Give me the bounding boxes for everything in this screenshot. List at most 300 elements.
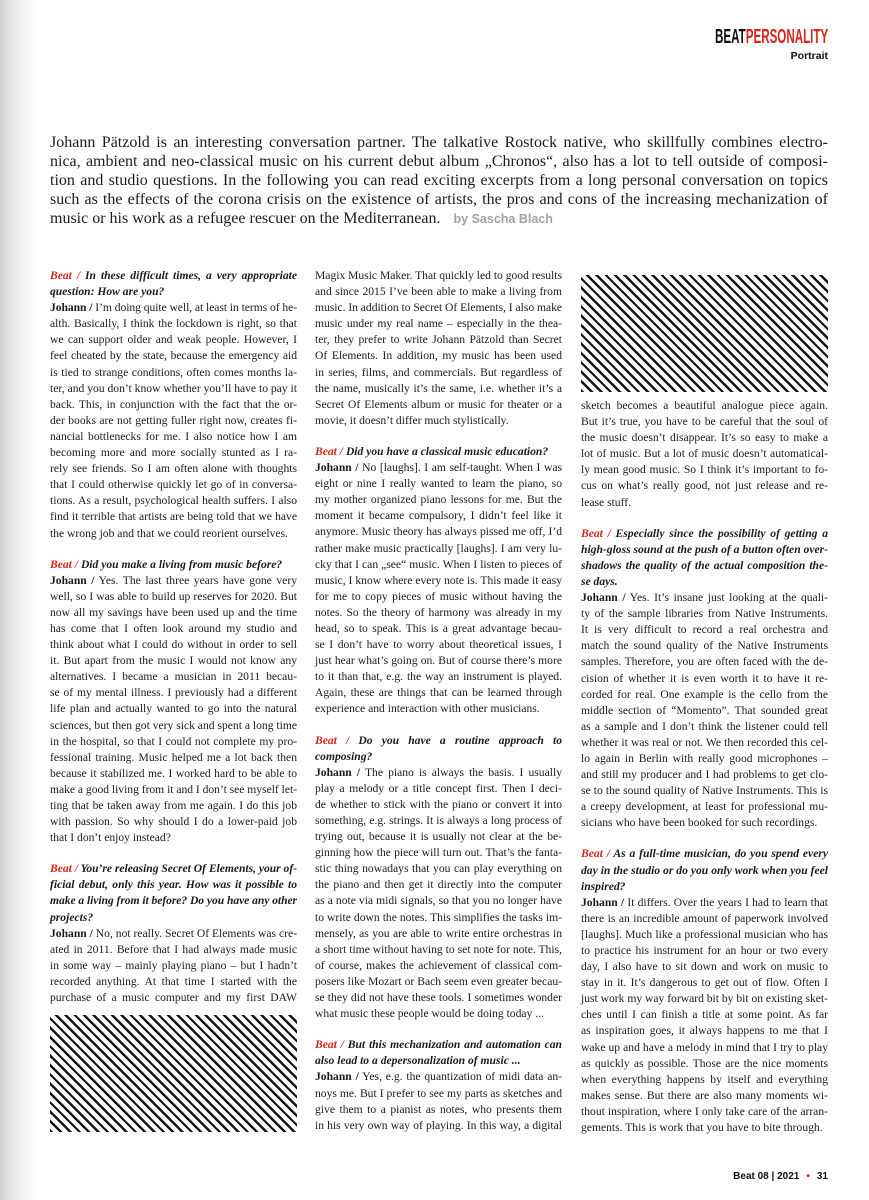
answer-text: wake up and have a melody in mind that I try to play — [581, 1040, 828, 1054]
answer-text: anymore. Music theory has always pissed me off, I’d — [315, 525, 562, 539]
answer-line — [581, 654, 828, 670]
answer-line — [581, 478, 828, 494]
answer-line-content — [50, 429, 297, 445]
answer-line-content — [581, 495, 631, 511]
answer-line — [50, 493, 297, 509]
page-footer — [733, 1170, 828, 1183]
question-text: projects? — [50, 910, 94, 924]
answer-line — [581, 495, 828, 511]
question-paragraph — [315, 444, 562, 460]
answer-line — [581, 622, 828, 638]
answer-text: lease stuff. — [581, 495, 632, 509]
answer-text: corded for real. One example is the cello from the — [581, 687, 828, 701]
question-line — [315, 1037, 562, 1053]
answer-line-content — [581, 1040, 828, 1056]
question-line-content — [315, 1053, 520, 1069]
answer-line — [50, 926, 297, 942]
answer-line-content — [50, 477, 297, 493]
answer-line — [50, 509, 297, 525]
answer-line — [315, 508, 562, 524]
answer-text: No, not really. Secret Of Elements was cre- — [95, 926, 297, 940]
answer-line-content — [50, 526, 288, 542]
question-line-content — [50, 877, 297, 893]
question-line-content — [581, 526, 828, 542]
answer-line-content — [315, 1069, 562, 1085]
answer-line-content — [50, 990, 297, 1006]
answer-line-content — [50, 509, 297, 525]
answer-line-content — [315, 268, 562, 284]
intro-line-content — [50, 171, 828, 190]
answer-text: it. But apart from the music I would not know any — [50, 654, 297, 668]
answer-line-content — [581, 414, 828, 430]
answer-line-content — [50, 718, 297, 734]
answer-line — [315, 637, 562, 653]
answer-line-content — [50, 461, 297, 477]
answer-line — [315, 316, 562, 332]
answer-text: ter, and you don’t know whether you’ll have to pay it — [50, 381, 297, 395]
answer-line — [50, 685, 297, 701]
answer-line-content — [315, 926, 562, 942]
question-line — [50, 877, 297, 893]
answer-line — [315, 300, 562, 316]
question-text: Did you make a living from music before? — [80, 557, 283, 571]
answer-line-content — [315, 573, 562, 589]
answer-text: lot of music. But a lot of music doesn’t automatical- — [581, 447, 828, 461]
answer-line-content — [315, 365, 562, 381]
question-line-content — [581, 846, 828, 862]
answer-line — [581, 991, 828, 1007]
question-line — [581, 526, 828, 542]
answer-line-content — [581, 1120, 823, 1136]
answer-text: ty of the sample libraries from Native Instruments. — [581, 607, 828, 621]
answer-line — [581, 687, 828, 703]
question-line — [581, 574, 828, 590]
answer-line — [581, 590, 828, 606]
answer-line-content — [315, 605, 562, 621]
answer-line — [50, 573, 297, 589]
answer-line — [315, 460, 562, 476]
question-text: Especially since the possibility of getting a — [615, 526, 828, 540]
answer-text: in series, films, and commercials. But regardless of — [315, 365, 562, 379]
answer-text: becoming more and more socially stunted as I ra- — [50, 446, 297, 460]
answer-text: [laughs]. Much like a professional musician who has — [581, 927, 828, 941]
answer-line — [315, 413, 562, 429]
page-gutter-shadow — [0, 0, 38, 1200]
answer-line — [315, 910, 562, 926]
intro-text: such as the effects of the corona crisis on the existence of artists, the pros and cons of the increasing mechanization of — [50, 191, 828, 208]
answer-text: sicians who have been booked for such recordings. — [581, 816, 818, 830]
answer-line — [315, 813, 562, 829]
intro-line — [50, 133, 828, 152]
question-text: se days. — [581, 574, 618, 588]
answer-line-content — [50, 637, 297, 653]
answer-text: my mother organized piano lessons for me. But the — [315, 493, 562, 507]
byline: by Sascha Blach — [453, 212, 553, 226]
answer-line-content — [581, 1023, 828, 1039]
answer-text: sketch becomes a beautiful analogue piece again. — [581, 399, 828, 412]
answer-text: day, I also have to sit down and work on music to — [581, 960, 828, 974]
answer-line — [50, 814, 297, 830]
footer-bullet: • — [806, 1171, 810, 1182]
question-line — [581, 846, 828, 862]
answer-line-content — [50, 750, 297, 766]
answer-line-content — [315, 541, 562, 557]
answer-line-content — [50, 493, 297, 509]
answer-line-content — [50, 300, 297, 316]
intro-line-content — [50, 152, 828, 171]
question-text: high-gloss sound at the push of a button often over- — [581, 542, 828, 556]
answer-line-content — [50, 782, 297, 798]
answer-text: de whether to stick with the piano or convert it into — [315, 797, 562, 811]
answer-line — [581, 1023, 828, 1039]
answer-text: mensely, as you are able to write entire orchestras in — [315, 926, 562, 940]
answer-text: lo again in Berlin with really good microphones – — [581, 751, 828, 765]
question-line-content — [581, 558, 828, 574]
answer-line — [50, 621, 297, 637]
answer-line — [315, 332, 562, 348]
question-line — [315, 749, 562, 765]
answer-text: music. In addition to Secret Of Elements, I also make — [315, 301, 562, 315]
question-text: composing? — [315, 749, 373, 763]
speaker-label: Beat / — [50, 269, 81, 282]
answer-text: rather make music practically [laughs]. I am very lu- — [315, 541, 562, 555]
answer-text: thout inspiration, where I only take care of the arran- — [581, 1104, 828, 1118]
question-line — [581, 863, 828, 879]
answer-line-content — [581, 1088, 828, 1104]
section-logo-beat: BEAT — [714, 26, 746, 48]
answer-text: the piano and then get it directly into the computer — [315, 878, 562, 892]
answer-line — [315, 397, 562, 413]
question-text: As a full-time musician, do you spend every — [613, 847, 829, 861]
answer-text: se of my mental illness. I previously had a different — [50, 686, 297, 700]
question-line-content — [315, 749, 372, 765]
answer-line-content — [581, 622, 828, 638]
answer-line — [315, 797, 562, 813]
answer-paragraph — [315, 268, 562, 429]
answer-line — [581, 606, 828, 622]
answer-text: to it than that, e.g. the way an instrument is played. — [315, 670, 562, 684]
answer-line-content — [50, 814, 297, 830]
question-paragraph — [315, 733, 562, 765]
answer-line — [315, 589, 562, 605]
answer-line-content — [581, 927, 828, 943]
answer-text: But it’s true, you have to be careful that the soul of — [581, 415, 828, 429]
answer-text: ated in 2011. Before that I had always made music — [50, 942, 297, 956]
question-line — [50, 910, 297, 926]
answer-line — [50, 445, 297, 461]
answer-paragraph — [315, 765, 562, 1023]
answer-text: music under my real name – especially in the thea- — [315, 317, 562, 331]
answer-line — [315, 1006, 562, 1022]
speaker-label: Johann / — [50, 573, 95, 587]
question-text: ficial debut, only this year. How was it possible to — [50, 878, 297, 892]
answer-text: Yes, e.g. the quantization of midi data an- — [362, 1070, 563, 1084]
answer-line — [315, 365, 562, 381]
answer-text: Again, these are things that can be learned through — [315, 686, 562, 700]
answer-text: ly mean good music. So I think it’s important to fo- — [581, 463, 828, 477]
answer-line-content — [581, 815, 817, 831]
answer-line — [581, 1104, 828, 1120]
intro-paragraph — [50, 133, 828, 228]
answer-text: cus on what’s really good, not just release and re- — [581, 479, 828, 493]
answer-line — [581, 446, 828, 462]
answer-line — [50, 798, 297, 814]
answer-line-content — [315, 381, 562, 397]
answer-line — [315, 268, 562, 284]
answer-line-content — [581, 1007, 828, 1023]
answer-line-content — [315, 284, 562, 300]
intro-line — [50, 152, 828, 171]
answer-line-content — [315, 589, 562, 605]
question-text: question: How are you? — [50, 285, 165, 299]
answer-text: se to the sound quality of Native Instruments. This is — [581, 784, 828, 798]
question-line-content — [50, 893, 297, 909]
question-text: inspired? — [581, 879, 626, 893]
answer-text: as inspiration goes, it always happens to me that I — [581, 1024, 828, 1038]
answer-line — [315, 685, 562, 701]
answer-text: The piano is always the basis. I usually — [364, 765, 562, 779]
question-line-content — [315, 444, 548, 460]
answer-text: feel cheated by the state, because the emergency aid — [50, 349, 297, 363]
answer-line-content — [315, 476, 562, 492]
answer-line — [315, 284, 562, 300]
speaker-label: Beat / — [581, 526, 611, 540]
answer-line-content — [581, 638, 828, 654]
question-line-content — [50, 910, 93, 926]
answer-line-content — [50, 589, 297, 605]
answer-text: to practice his instrument for an hour or two every — [581, 944, 828, 957]
answer-text: cky that I can „see“ music. When I listen to pieces of — [315, 557, 562, 571]
answer-line-content — [581, 1072, 828, 1088]
answer-line — [315, 348, 562, 364]
answer-line-content — [581, 446, 828, 462]
answer-text: when everything happens by itself and everything — [581, 1072, 828, 1086]
answer-line — [50, 526, 297, 542]
question-paragraph — [50, 268, 297, 300]
answer-line — [581, 1072, 828, 1088]
answer-line-content — [315, 893, 562, 909]
answer-line — [315, 605, 562, 621]
answer-line — [315, 942, 562, 958]
answer-line — [50, 637, 297, 653]
speaker-label: Johann / — [315, 1070, 359, 1084]
question-text: Did you have a classical music education? — [345, 444, 549, 458]
answer-line-content — [315, 910, 562, 926]
answer-line-content — [315, 877, 562, 893]
answer-text: just work my way forward bit by bit on existing sket- — [581, 992, 828, 1006]
answer-paragraph — [50, 300, 297, 541]
answer-line — [315, 557, 562, 573]
question-line-content — [50, 268, 297, 284]
answer-line — [581, 430, 828, 446]
answer-text: ginning how the piece will turn out. That’s the fanta- — [315, 846, 562, 860]
answer-line-content — [315, 813, 562, 829]
answer-line-content — [581, 895, 828, 911]
answer-text: in the hospital, so that I could not complete my pro- — [50, 734, 297, 748]
answer-line — [315, 829, 562, 845]
speaker-label: Beat / — [315, 1038, 344, 1052]
answer-line — [315, 653, 562, 669]
answer-line-content — [315, 765, 562, 781]
answer-line-content — [315, 685, 562, 701]
answer-line-content — [50, 942, 297, 958]
question-line-content — [50, 557, 282, 573]
answer-line — [581, 895, 828, 911]
answer-text: back. This, in conjunction with the fact that the or- — [50, 397, 297, 411]
answer-line — [50, 429, 297, 445]
answer-line — [315, 781, 562, 797]
answer-line — [50, 766, 297, 782]
answer-text: match the sound quality of the Native Instruments — [581, 639, 828, 653]
answer-text: ches until I can finish a title at some point. As far — [581, 1008, 828, 1022]
answer-line-content — [581, 799, 828, 815]
speaker-label: Beat / — [50, 862, 78, 876]
answer-line-content — [315, 524, 562, 540]
answer-text: the wrong job and that we could reorient ourselves. — [50, 526, 288, 540]
intro-text: tion and studio questions. In the following you can read exciting excerpts from a long personal conversation on topics — [50, 172, 828, 189]
answer-line — [50, 477, 297, 493]
answer-line — [315, 541, 562, 557]
answer-text: It differs. Over the years I had to learn that — [627, 895, 828, 909]
answer-line-content — [50, 605, 297, 621]
answer-text: make a good living from it and I don’t see myself let- — [50, 782, 297, 796]
answer-text: der books are not getting fuller right now, creates fi- — [50, 413, 297, 427]
answer-paragraph — [315, 1069, 562, 1133]
answer-line — [50, 718, 297, 734]
answer-line-content — [315, 508, 562, 524]
answer-text: alth. Basically, I think the lockdown is right, so that — [50, 317, 297, 331]
image-placeholder — [50, 1015, 297, 1132]
answer-paragraph — [581, 590, 828, 831]
answer-text: that I don’t enjoy instead? — [50, 831, 171, 845]
answer-line-content — [50, 381, 297, 397]
answer-text: find it terrible that artists are being told that we have — [50, 510, 297, 524]
answer-line-content — [315, 413, 509, 429]
answer-paragraph — [581, 398, 828, 511]
question-paragraph — [50, 557, 297, 573]
answer-text: sciences, but then got very sick and spent a long time — [50, 718, 297, 732]
answer-line-content — [315, 797, 562, 813]
question-line — [315, 733, 562, 749]
answer-line-content — [315, 701, 540, 717]
answer-text: No [laughs]. I am self-taught. When I was — [362, 461, 563, 475]
question-line-content — [315, 733, 562, 749]
answer-text: music, I know where every note is. This made it easy — [315, 573, 562, 587]
answer-text: in some way – mainly playing piano – but I hadn’t — [50, 958, 297, 972]
answer-line — [315, 669, 562, 685]
answer-line-content — [581, 767, 828, 783]
answer-line — [315, 701, 562, 717]
answer-line-content — [315, 1118, 562, 1134]
answer-line — [315, 1118, 562, 1134]
answer-line-content — [581, 462, 828, 478]
answer-line — [50, 734, 297, 750]
answer-line-content — [50, 798, 297, 814]
answer-line — [581, 398, 828, 414]
question-line-content — [581, 542, 828, 558]
answer-line-content — [50, 685, 297, 701]
answer-line — [50, 332, 297, 348]
intro-line-content — [50, 190, 828, 209]
answer-line-content — [315, 845, 562, 861]
speaker-label: Johann / — [50, 301, 93, 315]
answer-text: a creepy development, at least for professional mu- — [581, 800, 828, 814]
answer-text: give them to a pianist as notes, who presents them — [315, 1102, 562, 1116]
answer-line — [50, 750, 297, 766]
answer-line — [50, 348, 297, 364]
answer-line — [315, 621, 562, 637]
answer-text: trying out, because it is usually not clear at the be- — [315, 830, 562, 844]
intro-line — [50, 190, 828, 209]
answer-text: Magix Music Maker. That quickly led to good results — [315, 269, 562, 282]
answer-line — [581, 735, 828, 751]
answer-text: well, so I was able to build up reserves for 2020. But — [50, 589, 297, 603]
question-paragraph — [50, 861, 297, 925]
intro-line — [50, 171, 828, 190]
answer-line — [581, 927, 828, 943]
answer-line-content — [50, 701, 297, 717]
answer-line-content — [50, 958, 297, 974]
answer-text: stic thing nowadays that you can play everything on — [315, 862, 562, 876]
answer-line — [581, 783, 828, 799]
answer-line-content — [50, 653, 297, 669]
answer-paragraph — [315, 460, 562, 718]
answer-line-content — [315, 1086, 562, 1102]
answer-line-content — [315, 1006, 544, 1022]
answer-line — [50, 669, 297, 685]
answer-text: Yes. It’s insane just looking at the quali- — [629, 591, 829, 605]
answer-line-content — [315, 974, 562, 990]
answer-line — [50, 942, 297, 958]
section-logo — [715, 27, 828, 47]
answer-line-content — [315, 653, 562, 669]
question-paragraph — [315, 1037, 562, 1069]
answer-line — [315, 1102, 562, 1118]
intro-text: nica, ambient and neo-classical music on his current debut album „Chronos“, also has a lot to tell outside of composi- — [50, 153, 828, 170]
answer-text: that I could otherwise quickly let go of in conversa- — [50, 478, 297, 492]
answer-text: gements. This is work that you have to bite through. — [581, 1121, 823, 1135]
answer-text: just hear what’s going on. But of course there’s more — [315, 654, 562, 668]
speaker-label: Johann / — [315, 765, 361, 779]
answer-line-content — [581, 671, 828, 687]
answer-line-content — [315, 990, 562, 1006]
answer-text: of course, makes the achievement of classical com- — [315, 958, 562, 972]
answer-text: posers like Mozart or Bach seem even greater becau- — [315, 974, 562, 988]
answer-line-content — [315, 861, 562, 877]
section-label: Portrait — [790, 50, 828, 62]
question-text: You’re releasing Secret Of Elements, your of- — [80, 862, 298, 876]
speaker-label: Johann / — [581, 895, 625, 909]
answer-text: life plan and actually wanted to go into the natural — [50, 702, 297, 716]
answer-text: is tied to strange conditions, often comes months la- — [50, 365, 297, 379]
question-text: shadows the quality of the actual composition the- — [581, 558, 828, 572]
answer-line-content — [581, 478, 828, 494]
answer-text: head, so to speak. This is a great advantage becau- — [315, 621, 562, 635]
answer-line-content — [581, 1056, 828, 1072]
answer-text: moment it became compulsory, I didn’t feel like it — [315, 509, 562, 523]
answer-line-content — [50, 766, 297, 782]
answer-line — [581, 943, 828, 959]
answer-line-content — [315, 332, 562, 348]
answer-line-content — [50, 573, 297, 589]
answer-text: and since 2015 I’ve been able to make a living from — [315, 285, 562, 299]
answer-text: Secret Of Elements album or music for theater or a — [315, 397, 562, 411]
answer-line — [581, 1120, 828, 1136]
intro-line — [50, 209, 828, 228]
answer-line-content — [581, 783, 828, 799]
answer-text: because it stabilized me. I worked hard to be able to — [50, 766, 297, 780]
answer-text: something, e.g. strings. It is always a long process of — [315, 814, 562, 827]
